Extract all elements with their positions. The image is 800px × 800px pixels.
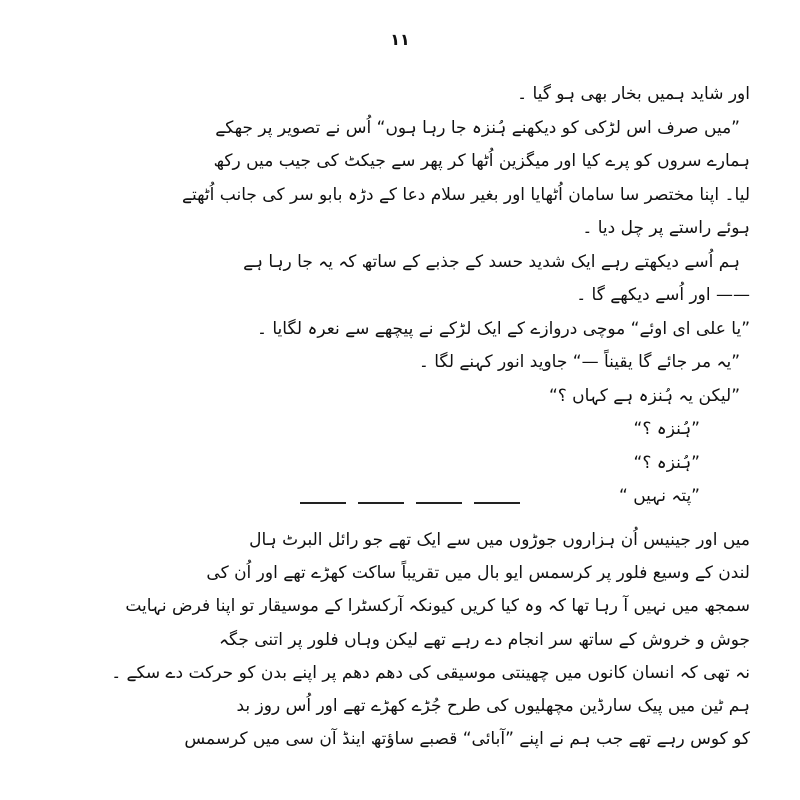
paragraph-line: سمجھ میں نہیں آ رہا تھا کہ وہ کیا کریں کیونکہ آرکسٹرا کے موسیقار تو اپنا فرض نہایت [125, 596, 750, 617]
paragraph-line: ہم اُسے دیکھتے رہے ایک شدید حسد کے جذبے کے ساتھ کہ یہ جا رہا ہے [243, 251, 740, 272]
paragraph-line: جوش و خروش کے ساتھ سر انجام دے رہے تھے لیکن وہاں فلور پر اتنی جگہ [218, 629, 750, 650]
paragraph-line: ہمارے سروں کو پرے کیا اور میگزین اُٹھا کر پھر سے جیکٹ کی جیب میں رکھ [213, 151, 750, 171]
section-separator [300, 502, 520, 504]
text-block-bottom [111, 524, 750, 756]
separator-dash [358, 502, 404, 504]
paragraph-line: نہ تھی کہ انسان کانوں میں چھینتی موسیقی کی دھم دھم پر اپنے بدن کو حرکت دے سکے ۔ [111, 662, 750, 683]
separator-dash [416, 502, 462, 504]
text-block-top [182, 78, 750, 514]
separator-dash [474, 502, 520, 504]
dialogue-line: ”پتہ نہیں “ [618, 486, 700, 506]
paragraph-line: لندن کے وسیع فلور پر کرسمس ایو بال میں تقریباً ساکت کھڑے تھے اور اُن کی [206, 563, 750, 584]
separator-dash [300, 502, 346, 504]
paragraph-line: کو کوس رہے تھے جب ہم نے اپنے ”آبائی“ قصبے ساؤتھ اینڈ آن سی میں کرسمس [184, 729, 750, 750]
paragraph-line: میں اور جینیس اُن ہزاروں جوڑوں میں سے ایک تھے جو رائل البرٹ ہال [249, 530, 750, 550]
paragraph-line: —— اور اُسے دیکھے گا ۔ [576, 285, 750, 305]
paragraph-line: ہوئے راستے پر چل دیا ۔ [582, 218, 750, 238]
dialogue-line: ”یہ مر جائے گا یقیناً —“ جاوید انور کہنے لگا ۔ [418, 352, 740, 372]
page-number: ۱۱ [390, 30, 410, 49]
dialogue-line: ”لیکن یہ ہُنزہ ہے کہاں ؟“ [548, 385, 740, 406]
paragraph-line: لیا۔ اپنا مختصر سا سامان اُٹھایا اور بغیر سلام دعا کے دڑہ بابو سر کی جانب اُٹھتے [182, 184, 750, 205]
paragraph-line: اور شاید ہمیں بخار بھی ہو گیا ۔ [517, 84, 750, 104]
dialogue-line: ”یا علی ای اوئے“ موچی دروازے کے ایک لڑکے نے پیچھے سے نعرہ لگایا ۔ [257, 318, 750, 339]
paragraph-line: ”میں صرف اس لڑکی کو دیکھنے ہُنزہ جا رہا ہوں“ اُس نے تصویر پر جھکے [215, 117, 740, 138]
dialogue-line: ”ہُنزہ ؟“ [633, 419, 700, 439]
paragraph-line: ہم ٹین میں پیک سارڈین مچھلیوں کی طرح جُڑے کھڑے تھے اور اُس روز بد [236, 696, 750, 717]
dialogue-line: ”ہُنزہ ؟“ [633, 452, 700, 473]
